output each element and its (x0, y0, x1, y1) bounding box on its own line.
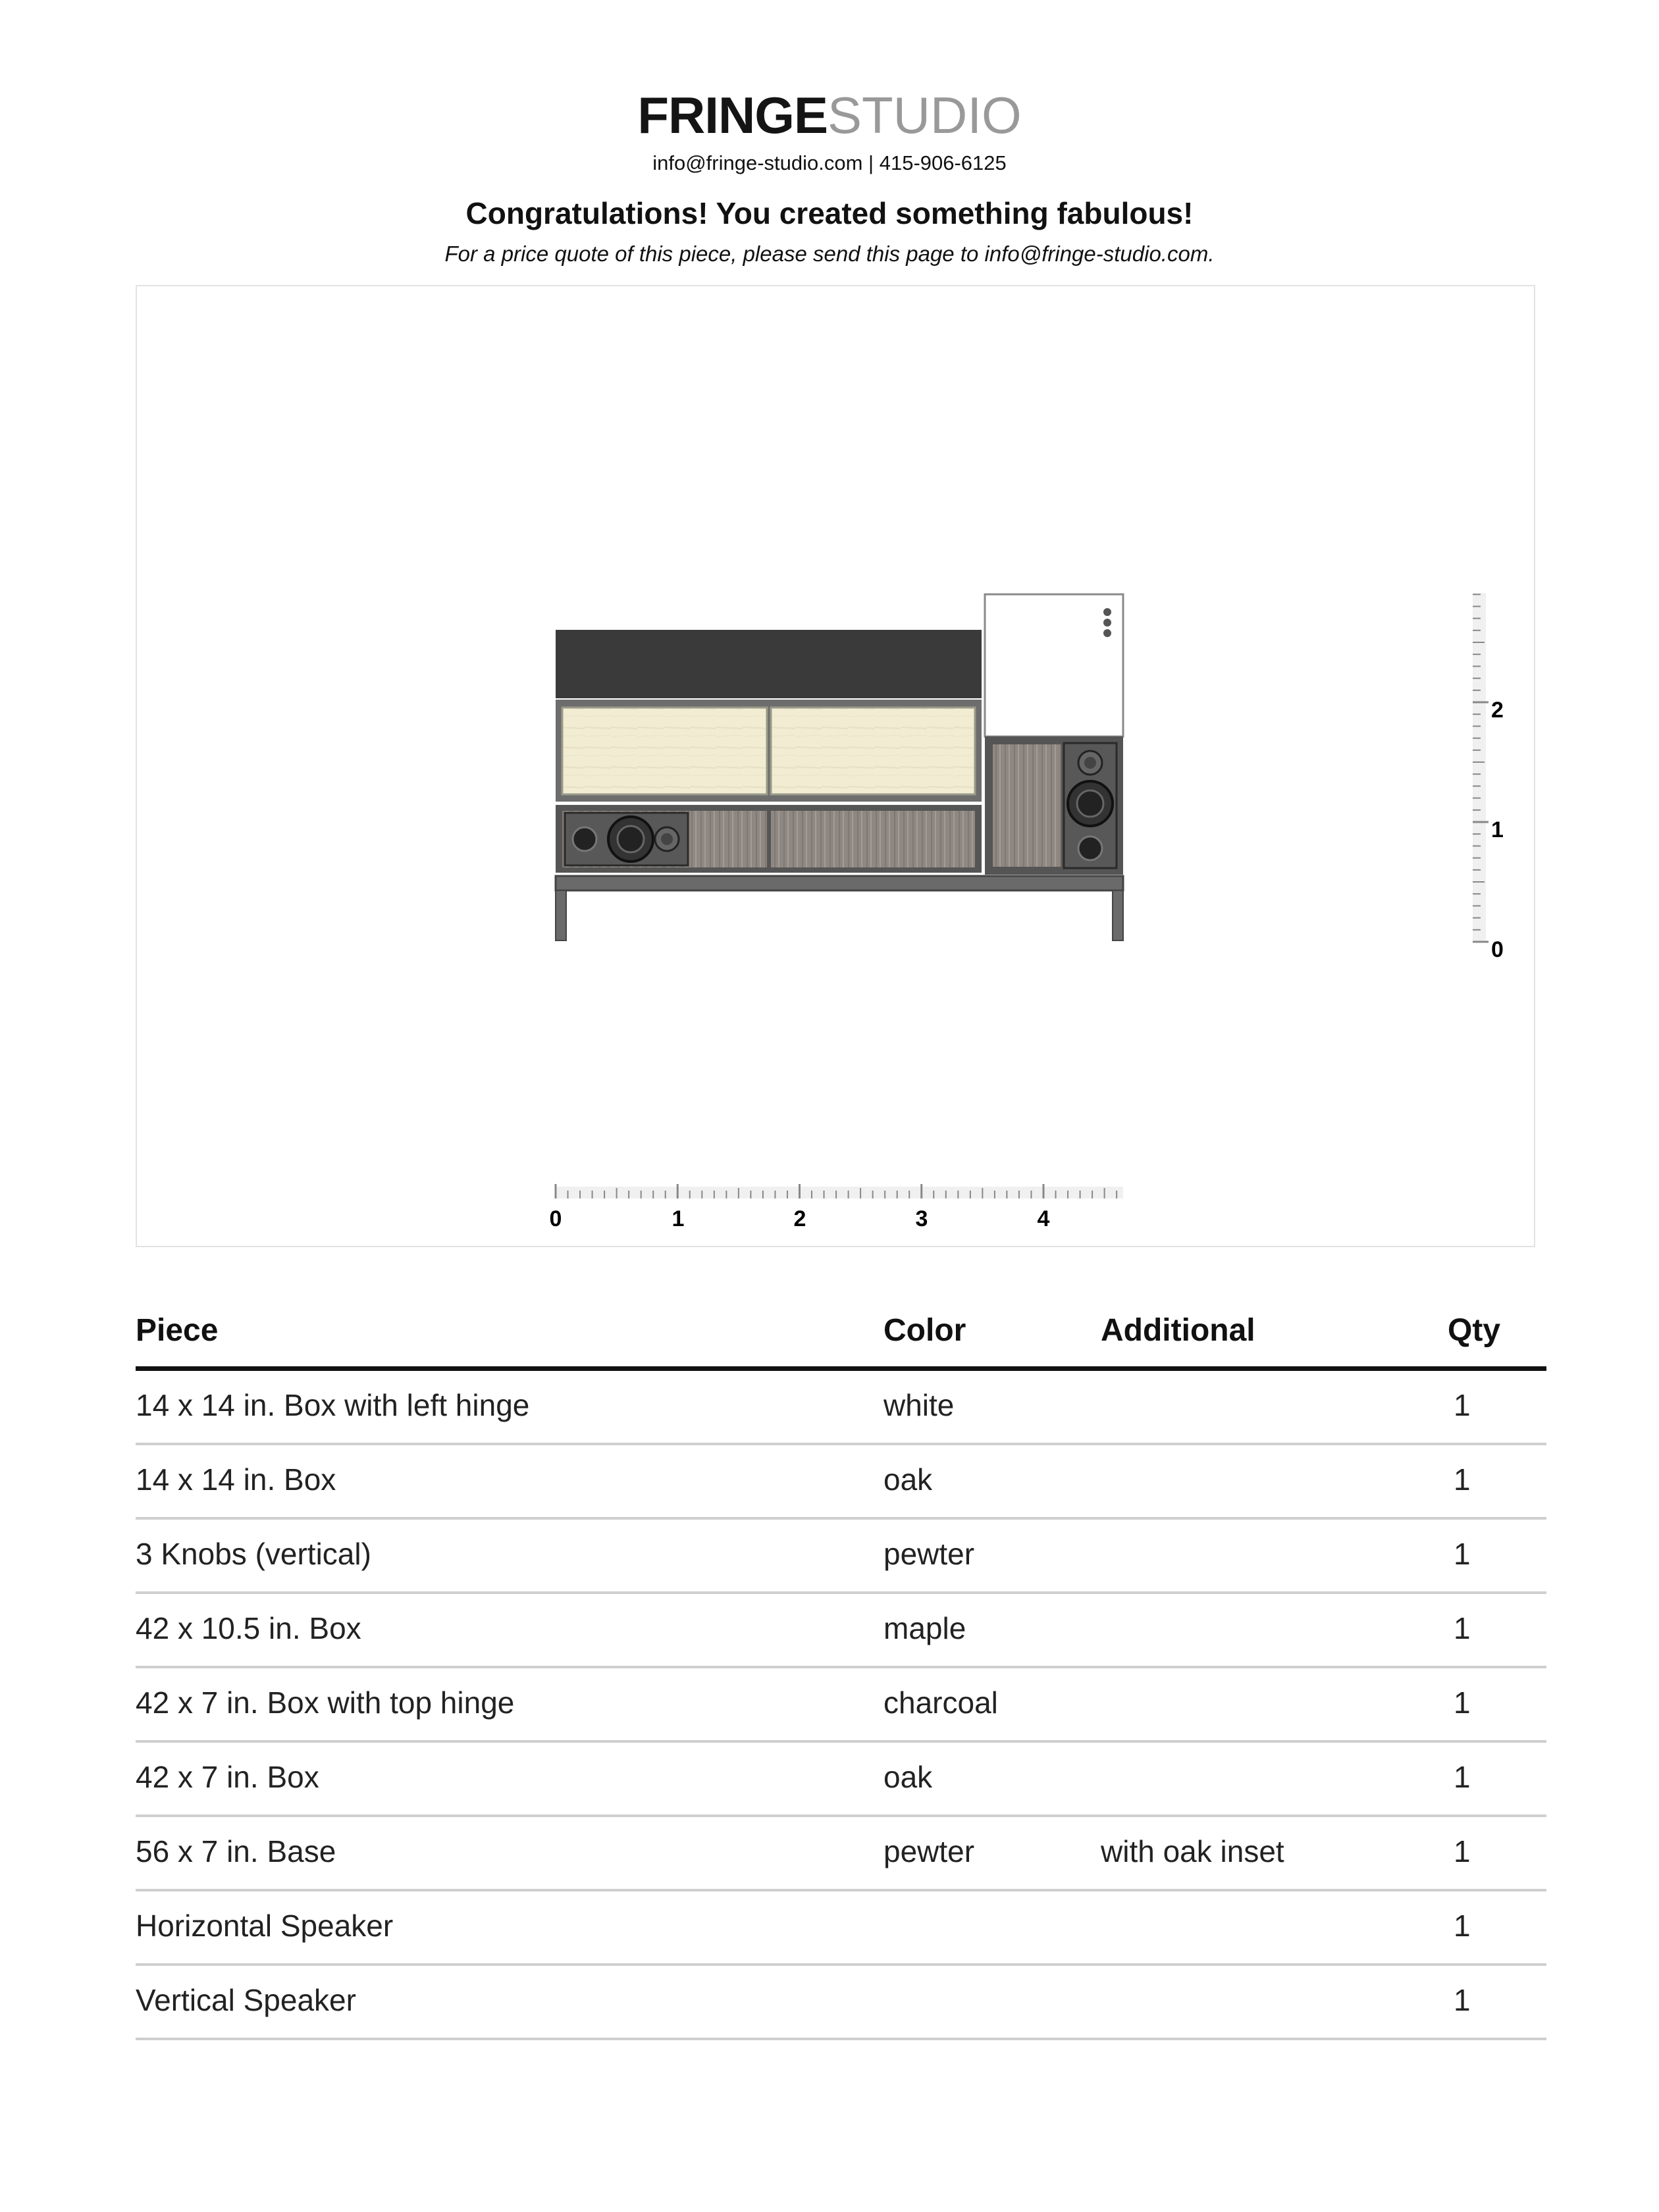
table-header (136, 1303, 1546, 1371)
cell-color: maple (883, 1611, 966, 1645)
cell-piece: 3 Knobs (vertical) (136, 1537, 371, 1571)
box-42x7-oak (556, 805, 982, 873)
vertical-ruler-label-2: 2 (1491, 698, 1504, 723)
cell-qty: 1 (1454, 1537, 1471, 1571)
table-row (136, 1594, 1546, 1668)
cell-color: white (883, 1388, 955, 1422)
box-14x14-oak (985, 736, 1123, 875)
cell-additional: with oak inset (1101, 1834, 1284, 1868)
table-body (136, 1371, 1546, 2040)
horizontal-speaker (565, 813, 688, 865)
column-header-color: Color (883, 1313, 966, 1348)
box-42x7-charcoal (556, 630, 982, 698)
instructions-text: For a price quote of this piece, please send this page to info@fringe-studio.com. (444, 242, 1215, 266)
horizontal-ruler-label-2: 2 (793, 1206, 806, 1231)
cell-color: charcoal (883, 1685, 998, 1720)
cell-piece: 42 x 7 in. Box with top hinge (136, 1685, 515, 1720)
brand-logo (0, 86, 1659, 145)
vertical-ruler-label-1: 1 (1491, 817, 1504, 842)
horizontal-ruler-label-0: 0 (549, 1206, 562, 1231)
horizontal-ruler (550, 1184, 1123, 1231)
vertical-ruler (1473, 593, 1504, 962)
cell-color: pewter (883, 1537, 975, 1571)
cell-qty: 1 (1454, 1685, 1471, 1720)
cell-piece: 42 x 7 in. Box (136, 1760, 319, 1794)
logo-fringe: FRINGE (637, 86, 828, 144)
cell-piece: Vertical Speaker (136, 1983, 356, 2017)
cell-qty: 1 (1454, 1462, 1471, 1497)
box-14x14-white (985, 594, 1123, 736)
table-row (136, 1743, 1546, 1817)
vertical-speaker (1064, 743, 1117, 868)
vertical-ruler-label-0: 0 (1491, 937, 1504, 962)
table-row (136, 1445, 1546, 1520)
cell-piece: Horizontal Speaker (136, 1909, 394, 1943)
horizontal-ruler-label-1: 1 (672, 1206, 685, 1231)
cell-piece: 14 x 14 in. Box with left hinge (136, 1388, 530, 1422)
table-row (136, 1966, 1546, 2040)
table-row (136, 1520, 1546, 1594)
cell-qty: 1 (1454, 1611, 1471, 1645)
table-row (136, 1817, 1546, 1891)
column-header-qty: Qty (1448, 1313, 1501, 1348)
cell-piece: 56 x 7 in. Base (136, 1834, 336, 1868)
column-header-piece: Piece (136, 1313, 219, 1348)
cell-color: oak (883, 1760, 933, 1794)
cell-color: pewter (883, 1834, 975, 1868)
cell-color: oak (883, 1462, 933, 1497)
table-row (136, 1371, 1546, 1445)
horizontal-ruler-label-4: 4 (1037, 1206, 1050, 1231)
table-row (136, 1891, 1546, 1966)
furniture-drawing (137, 286, 1537, 1248)
parts-table (136, 1303, 1546, 2040)
cell-qty: 1 (1454, 1834, 1471, 1868)
horizontal-ruler-label-3: 3 (915, 1206, 928, 1231)
cell-qty: 1 (1454, 1909, 1471, 1943)
cell-qty: 1 (1454, 1983, 1471, 2017)
box-42x10-maple (556, 700, 982, 802)
cell-qty: 1 (1454, 1760, 1471, 1794)
design-preview (136, 285, 1535, 1247)
column-header-additional: Additional (1101, 1313, 1255, 1348)
cell-qty: 1 (1454, 1388, 1471, 1422)
table-row (136, 1668, 1546, 1743)
contact-line: info@fringe-studio.com | 415-906-6125 (652, 151, 1007, 174)
cell-piece: 14 x 14 in. Box (136, 1462, 336, 1497)
cell-piece: 42 x 10.5 in. Box (136, 1611, 361, 1645)
page-title: Congratulations! You created something fabulous! (465, 196, 1194, 230)
logo-studio: STUDIO (828, 86, 1022, 144)
knobs-vertical (1103, 608, 1111, 637)
base-56x7 (556, 876, 1123, 940)
